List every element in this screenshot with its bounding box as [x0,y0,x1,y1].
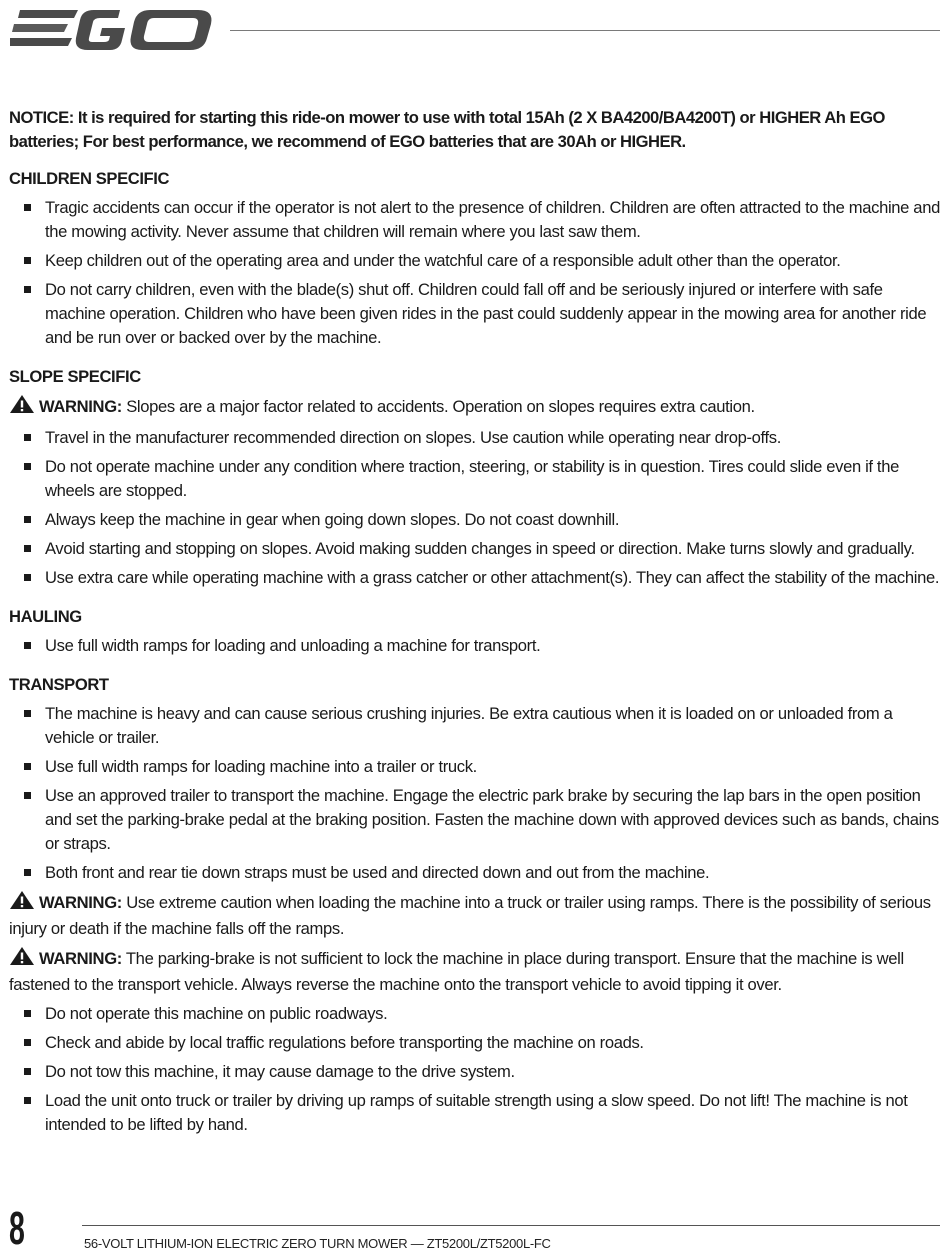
ego-logo [10,8,215,57]
warning-triangle-icon [9,394,35,421]
notice-text: It is required for starting this ride-on mower to use with total 15Ah (2 X BA4200/BA4200T) or HIGHER Ah EGO batteries; For best performance, we recommend of EGO batteries that are 30Ah or HIGHER. [9,108,885,151]
list-item: Use an approved trailer to transport the machine. Engage the electric park brake by securing the lap bars in the open position and set the parking-brake pedal at the braking position. Fasten the machine down with approved devices such as bands, chains or straps. [9,784,941,856]
slope-list [9,426,941,590]
list-item: The machine is heavy and can cause serious crushing injuries. Be extra cautious when it is loaded on or unloaded from a vehicle or trailer. [9,702,941,750]
section-title-children: CHILDREN SPECIFIC [9,169,170,188]
section-title-slope: SLOPE SPECIFIC [9,367,141,386]
footer-divider [82,1225,940,1226]
header-divider [230,30,940,31]
hauling-list [9,634,941,658]
page-content [9,106,941,1142]
transport-warning-ramps [9,890,941,941]
section-title-hauling: HAULING [9,607,82,626]
list-item: Travel in the manufacturer recommended direction on slopes. Use caution while operating near drop-offs. [9,426,941,450]
warning-triangle-icon [9,946,35,973]
slope-warning [9,394,941,421]
list-item: Load the unit onto truck or trailer by driving up ramps of suitable strength using a slow speed. Do not lift! The machine is not intended to be lifted by hand. [9,1089,941,1137]
ego-logo-graphic [10,8,215,52]
list-item: Check and abide by local traffic regulations before transporting the machine on roads. [9,1031,941,1055]
list-item: Do not tow this machine, it may cause damage to the drive system. [9,1060,941,1084]
warning-text: The parking-brake is not sufficient to lock the machine in place during transport. Ensure that the machine is well fastened to the transport vehicle. Always reverse the machine onto the transport vehicle to avoid tipping it over. [9,949,904,994]
list-item: Both front and rear tie down straps must be used and directed down and out from the machine. [9,861,941,885]
list-item: Avoid starting and stopping on slopes. Avoid making sudden changes in speed or direction. Make turns slowly and gradually. [9,537,941,561]
list-item: Use full width ramps for loading machine into a trailer or truck. [9,755,941,779]
warning-label: WARNING: [39,893,122,912]
notice-label: NOTICE: [9,108,74,127]
list-item: Do not operate machine under any condition where traction, steering, or stability is in question. Tires could slide even if the wheels are stopped. [9,455,941,503]
warning-text: Slopes are a major factor related to accidents. Operation on slopes requires extra caution. [121,397,755,416]
list-item: Keep children out of the operating area and under the watchful care of a responsible adult other than the operator. [9,249,941,273]
page-footer [0,1200,950,1260]
list-item: Use full width ramps for loading and unloading a machine for transport. [9,634,941,658]
list-item: Do not carry children, even with the blade(s) shut off. Children could fall off and be seriously injured or interfere with safe machine operation. Children who have been given rides in the past could suddenly appear in the mowing area for another ride and be run over or backed over by the machine. [9,278,941,350]
transport-road-list [9,1002,941,1137]
warning-label: WARNING: [39,949,122,968]
page-header [0,0,950,60]
page-number: 8 [9,1202,25,1254]
section-title-transport: TRANSPORT [9,675,109,694]
footer-product-title: 56-VOLT LITHIUM-ION ELECTRIC ZERO TURN MOWER — ZT5200L/ZT5200L-FC [84,1236,551,1251]
list-item: Do not operate this machine on public roadways. [9,1002,941,1026]
list-item: Always keep the machine in gear when going down slopes. Do not coast downhill. [9,508,941,532]
warning-triangle-icon [9,890,35,917]
list-item: Use extra care while operating machine with a grass catcher or other attachment(s). They can affect the stability of the machine. [9,566,941,590]
list-item: Tragic accidents can occur if the operator is not alert to the presence of children. Children are often attracted to the machine and the mowing activity. Never assume that children will remain where you last saw them. [9,196,941,244]
warning-text: Use extreme caution when loading the machine into a truck or trailer using ramps. There is the possibility of serious injury or death if the machine falls off the ramps. [9,893,931,938]
transport-list [9,702,941,885]
notice-paragraph [9,106,941,154]
warning-label: WARNING: [39,397,122,416]
children-list [9,196,941,350]
transport-warning-brake [9,946,941,997]
